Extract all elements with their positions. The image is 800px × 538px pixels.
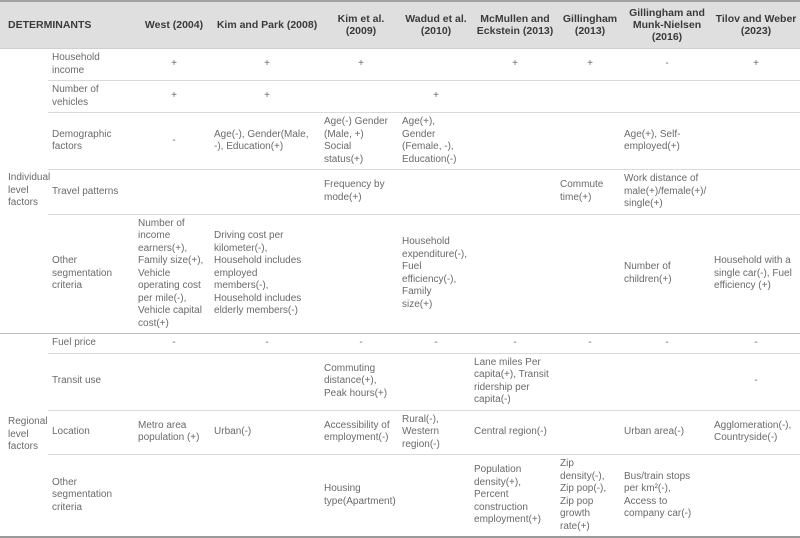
row-location [0,410,800,455]
cell: Age(-) Gender (Male, +) Social status(+) [322,113,400,170]
cell: + [400,81,472,113]
cell [212,353,322,410]
cell: Work distance of male(+)/female(+)/ single(+) [622,170,712,215]
cell: + [212,81,322,113]
cell: Population density(+), Percent construction employment(+) [472,455,558,538]
row-label: Fuel price [48,334,136,354]
row-number-of-vehicles [0,81,800,113]
cell: Central region(-) [472,410,558,455]
cell [712,170,800,215]
column-header-kim-et-al-2009: Kim et al. (2009) [322,1,400,49]
column-header-wadud-et-al-2010: Wadud et al. (2010) [400,1,472,49]
cell [472,170,558,215]
cell: - [400,334,472,354]
cell [558,214,622,334]
cell [322,81,400,113]
cell: - [472,334,558,354]
cell: - [665,58,669,70]
cell: Rural(-), Western region(-) [400,410,472,455]
cell: Metro area population (+) [136,410,212,455]
table-header [0,1,800,49]
cell [472,81,558,113]
cell: Commuting distance(+), Peak hours(+) [322,353,400,410]
cell: + [512,58,518,70]
column-header-gillingham-2013: Gillingham (2013) [558,1,622,49]
cell [558,353,622,410]
row-label: Demographic factors [48,113,136,170]
cell [558,81,622,113]
row-label: Transit use [48,353,136,410]
cell: Driving cost per kilometer(-), Household includes employed members(-), Household includes elderly members(-) [212,214,322,334]
row-label: Other segmentation criteria [48,455,136,538]
cell [400,49,472,81]
cell [400,353,472,410]
cell: Zip density(-), Zip pop(-), Zip pop growth rate(+) [558,455,622,538]
cell: Household expenditure(-), Fuel efficiency(-), Family size(+) [400,214,472,334]
cell: Commute time(+) [558,170,622,215]
cell: Age(-), Gender(Male, -), Education(+) [212,113,322,170]
cell: + [136,81,212,113]
cell: Household with a single car(-), Fuel efficiency (+) [712,214,800,334]
cell: + [358,58,364,70]
cell: Lane miles Per capita(+), Transit ridership per capita(-) [472,353,558,410]
cell: + [587,58,593,70]
cell: Number of children(+) [622,214,712,334]
cell: - [136,334,212,354]
cell: - [212,334,322,354]
cell: - [136,113,212,170]
column-header-kim-park-2008: Kim and Park (2008) [212,1,322,49]
column-header-mcmullen-eckstein-2013: McMullen and Eckstein (2013) [472,1,558,49]
cell: + [171,58,177,70]
cell: Accessibility of employment(-) [322,410,400,455]
cell: Urban area(-) [622,410,712,455]
cell [622,81,712,113]
row-label: Number of vehicles [48,81,136,113]
cell [712,81,800,113]
column-header-gillingham-munk-nielsen-2016: Gillingham and Munk-Nielsen (2016) [622,1,712,49]
cell: Agglomeration(-), Countryside(-) [712,410,800,455]
row-label: Location [48,410,136,455]
cell [212,170,322,215]
cell [472,214,558,334]
row-travel-patterns [0,170,800,215]
cell: Age(+), Gender (Female, -), Education(-) [400,113,472,170]
cell [400,170,472,215]
header-row [0,1,800,49]
cell: Urban(-) [212,410,322,455]
column-header-tilov-weber-2023: Tilov and Weber (2023) [712,1,800,49]
cell [712,113,800,170]
cell [472,113,558,170]
row-transit-use [0,353,800,410]
cell: Housing type(Apartment) [322,455,400,538]
group-label-regional-level-factors: Regional level factors [0,334,48,538]
cell: - [322,334,400,354]
cell [712,455,800,538]
cell: - [622,334,712,354]
cell: - [712,334,800,354]
column-header-west-2004: West (2004) [136,1,212,49]
cell [136,170,212,215]
row-household-income [0,49,800,81]
cell: Age(+), Self-employed(+) [622,113,712,170]
cell [322,214,400,334]
row-other-segmentation-criteria-regional [0,455,800,538]
cell [136,455,212,538]
cell [400,455,472,538]
cell [558,113,622,170]
row-label: Household income [52,52,100,76]
cell: Number of income earners(+), Family size(+), Vehicle operating cost per mile(-), Vehicle capital cost(+) [136,214,212,334]
cell [212,455,322,538]
cell: - [712,353,800,410]
cell [622,353,712,410]
cell: + [264,58,270,70]
row-other-segmentation-criteria-individual [0,214,800,334]
cell: Frequency by mode(+) [322,170,400,215]
cell: + [753,58,759,70]
row-label: Travel patterns [48,170,136,215]
cell: Bus/train stops per km²(-), Access to company car(-) [622,455,712,538]
row-fuel-price [0,334,800,354]
cell [136,353,212,410]
cell: - [558,334,622,354]
column-header-determinants: DETERMINANTS [0,1,136,49]
group-label-individual-level-factors: Individual level factors [8,172,51,209]
cell [558,410,622,455]
row-demographic-factors [0,113,800,170]
row-label: Other segmentation criteria [48,214,136,334]
